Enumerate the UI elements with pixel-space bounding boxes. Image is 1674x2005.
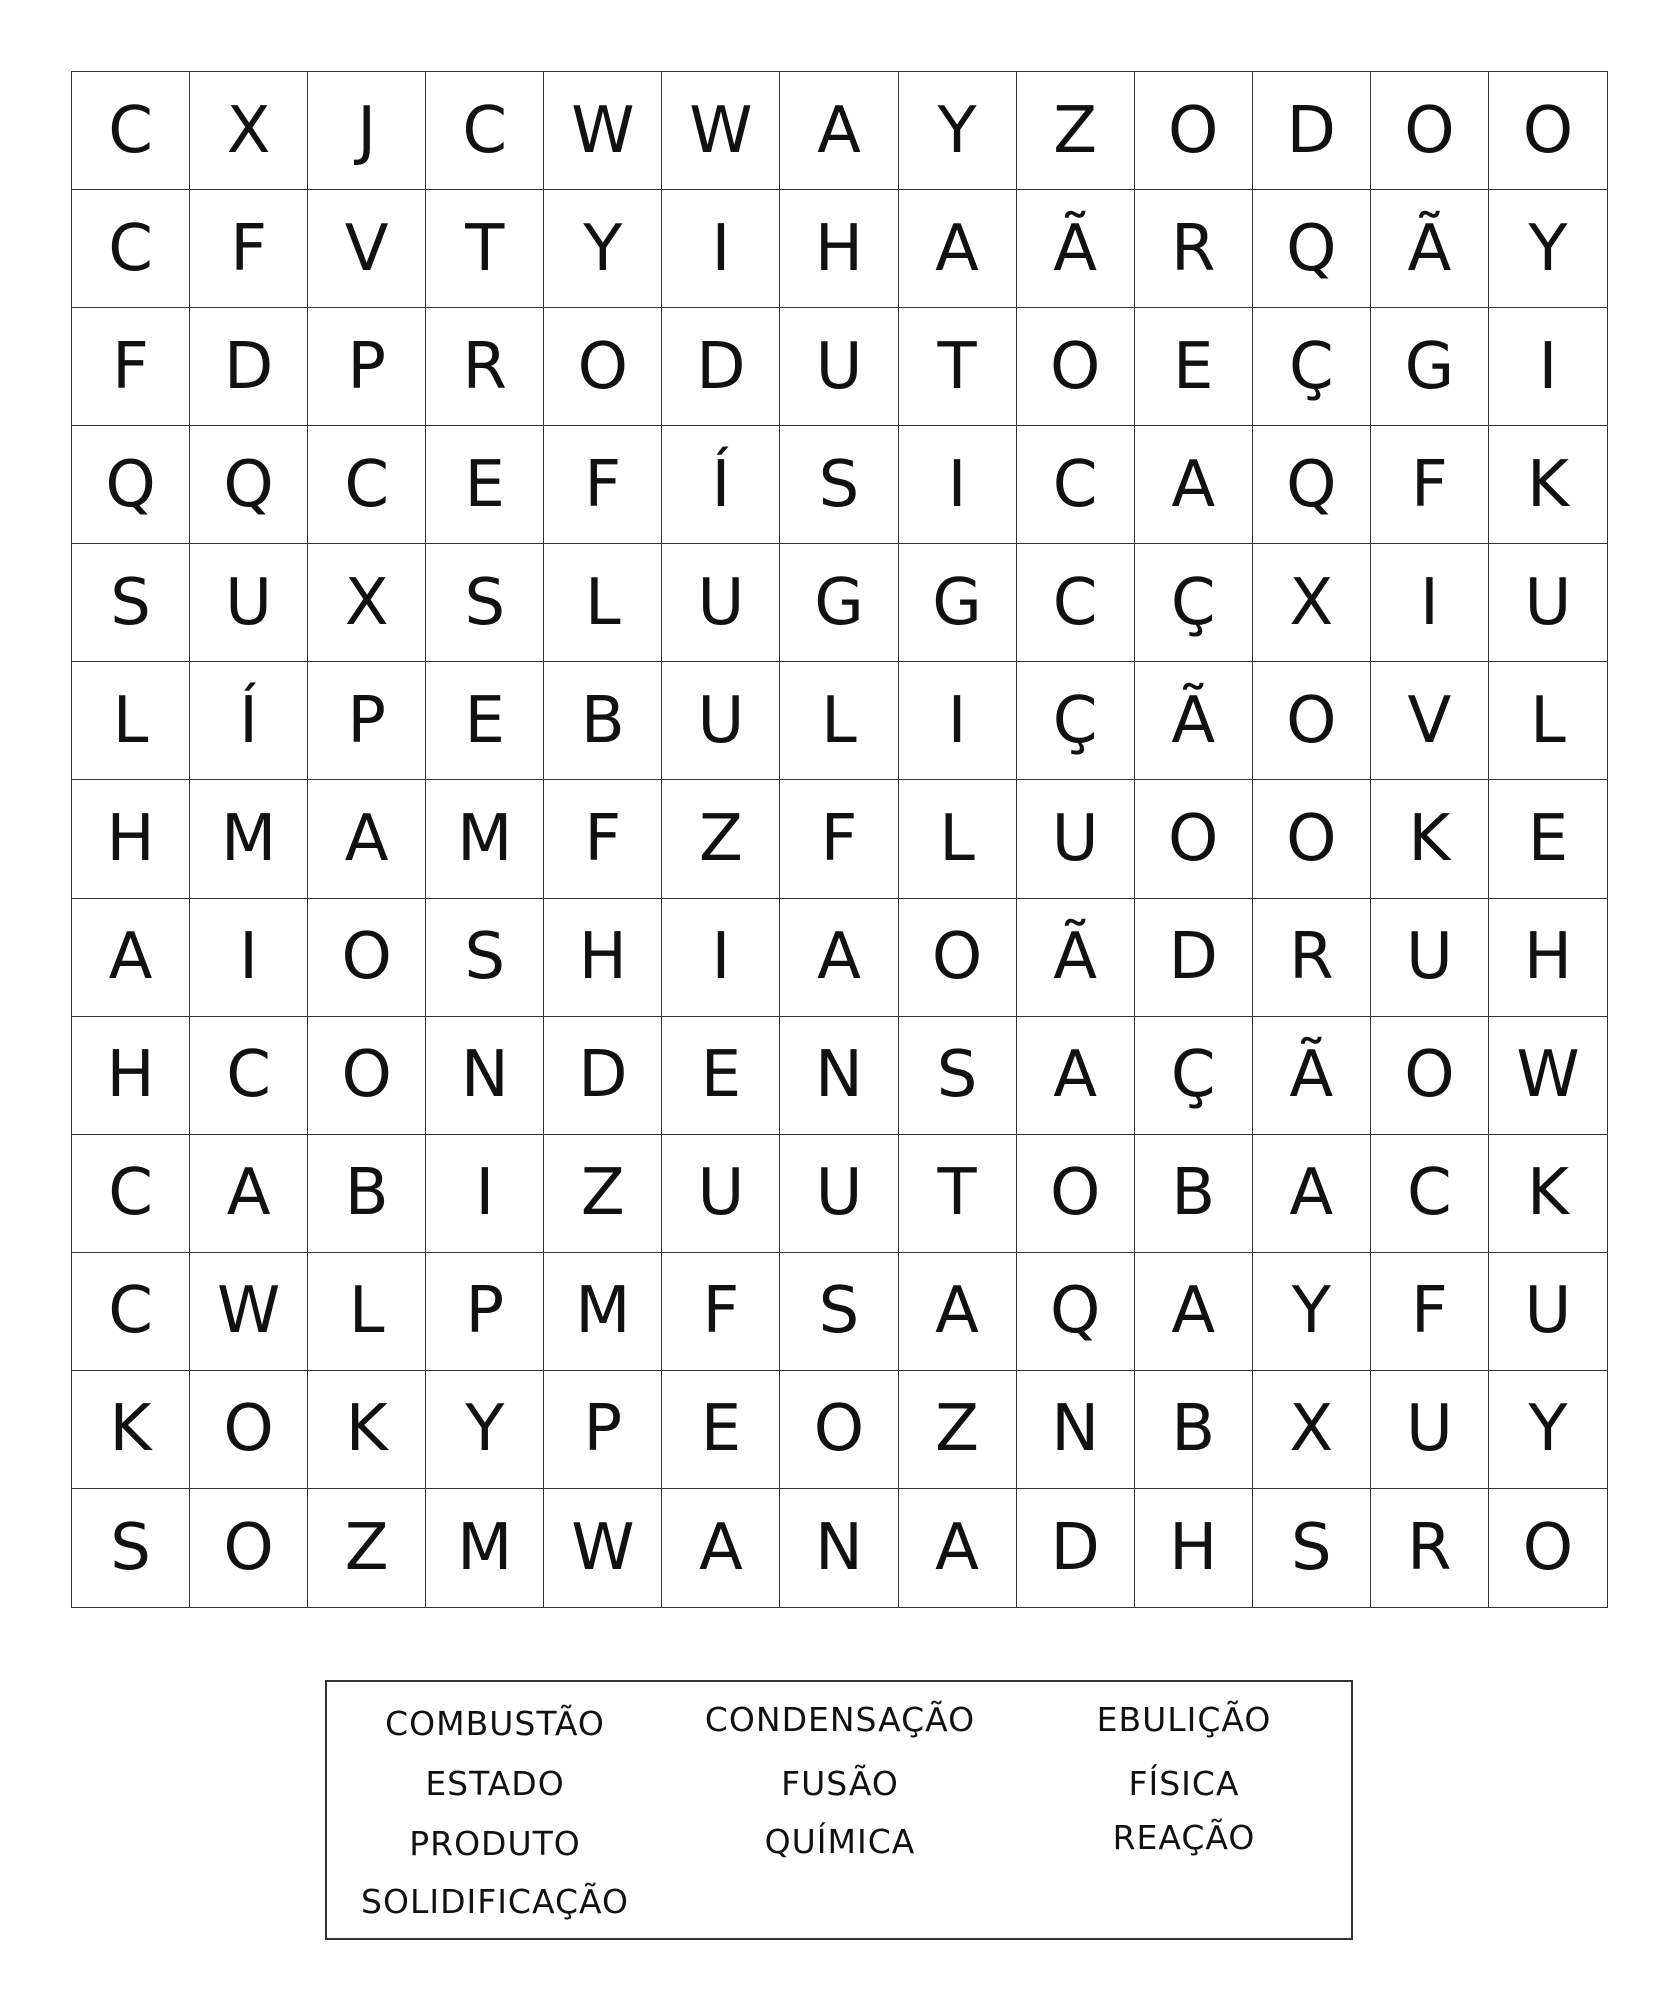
grid-cell[interactable]: Y (426, 1371, 544, 1489)
grid-cell[interactable]: Ç (1017, 662, 1135, 780)
word-list-item: COMBUSTÃO (385, 1704, 605, 1743)
grid-cell[interactable]: Q (190, 426, 308, 544)
grid-cell[interactable]: P (426, 1253, 544, 1371)
grid-cell[interactable]: G (780, 544, 898, 662)
grid-cell[interactable]: E (426, 426, 544, 544)
grid-cell[interactable]: I (190, 899, 308, 1017)
grid-cell[interactable]: D (190, 308, 308, 426)
grid-cell[interactable]: S (1253, 1489, 1371, 1607)
grid-cell[interactable]: Í (190, 662, 308, 780)
grid-cell[interactable]: Ã (1253, 1017, 1371, 1135)
grid-cell[interactable]: Y (544, 190, 662, 308)
grid-cell[interactable]: W (190, 1253, 308, 1371)
grid-cell[interactable]: C (426, 72, 544, 190)
grid-cell[interactable]: M (190, 780, 308, 898)
grid-cell[interactable]: C (1017, 544, 1135, 662)
grid-cell[interactable]: C (72, 1253, 190, 1371)
grid-cell[interactable]: Ã (1017, 899, 1135, 1017)
word-list-item: EBULIÇÃO (1096, 1700, 1272, 1739)
grid-cell[interactable]: H (72, 780, 190, 898)
grid-cell[interactable]: O (1135, 780, 1253, 898)
grid-cell[interactable]: A (662, 1489, 780, 1607)
grid-cell[interactable]: H (1489, 899, 1607, 1017)
grid-cell[interactable]: O (1522, 1510, 1574, 1585)
grid-cell[interactable]: B (1135, 1371, 1253, 1489)
grid-cell[interactable]: D (1135, 899, 1253, 1017)
grid-cell[interactable]: A (1135, 1253, 1253, 1371)
grid-cell[interactable]: G (899, 544, 1017, 662)
grid-cell[interactable]: F (662, 1253, 780, 1371)
grid-cell[interactable]: X (190, 72, 308, 190)
grid-cell[interactable]: Ç (1135, 544, 1253, 662)
grid-cell[interactable]: S (899, 1017, 1017, 1135)
grid-cell[interactable]: Y (899, 72, 1017, 190)
grid-cell[interactable]: C (72, 190, 190, 308)
grid-cell[interactable]: O (1253, 780, 1371, 898)
grid-cell[interactable]: F (72, 308, 190, 426)
grid-cell[interactable]: U (1371, 899, 1489, 1017)
grid-cell[interactable]: E (1489, 780, 1607, 898)
grid-cell[interactable]: P (544, 1371, 662, 1489)
grid-cell[interactable]: S (72, 544, 190, 662)
grid-cell[interactable]: Í (662, 426, 780, 544)
word-list-item: SOLIDIFICAÇÃO (361, 1882, 629, 1921)
grid-cell[interactable]: E (426, 662, 544, 780)
grid-cell[interactable]: F (780, 780, 898, 898)
grid-cell[interactable]: F (544, 426, 662, 544)
grid-cell[interactable]: O (899, 899, 1017, 1017)
grid-cell[interactable]: Q (1253, 426, 1371, 544)
grid-cell[interactable]: F (1371, 1253, 1489, 1371)
grid-cell[interactable]: O (1017, 1135, 1135, 1253)
grid-cell[interactable]: O (544, 308, 662, 426)
word-list-item: CONDENSAÇÃO (704, 1700, 976, 1739)
grid-cell[interactable]: C (72, 1135, 190, 1253)
grid-cell[interactable]: Q (1017, 1253, 1135, 1371)
grid-cell[interactable]: Z (662, 780, 780, 898)
grid-cell[interactable]: W (544, 72, 662, 190)
grid-cell[interactable]: O (190, 1371, 308, 1489)
grid-cell[interactable]: Ç (1135, 1017, 1253, 1135)
grid-cell[interactable]: F (1371, 426, 1489, 544)
grid-cell[interactable]: E (662, 1017, 780, 1135)
grid-cell[interactable]: A (1017, 1017, 1135, 1135)
grid-cell[interactable]: A (899, 190, 1017, 308)
grid-cell[interactable]: K (1489, 1135, 1607, 1253)
grid-cell[interactable]: A (1135, 426, 1253, 544)
grid-cell[interactable]: K (1489, 426, 1607, 544)
grid-cell[interactable]: K (72, 1371, 190, 1489)
grid-cell[interactable]: Ã (1135, 662, 1253, 780)
word-list-item: ESTADO (425, 1764, 565, 1803)
grid-cell[interactable]: O (308, 1017, 426, 1135)
grid-cell[interactable]: D (544, 1017, 662, 1135)
grid-cell[interactable]: J (308, 72, 426, 190)
grid-cell[interactable]: U (190, 544, 308, 662)
grid-cell[interactable]: W (544, 1489, 662, 1607)
grid-cell[interactable]: H (1135, 1489, 1253, 1607)
grid-cell[interactable]: W (1489, 1017, 1607, 1135)
grid-cell[interactable]: M (544, 1253, 662, 1371)
grid-cell[interactable]: M (426, 780, 544, 898)
grid-cell[interactable]: E (662, 1371, 780, 1489)
grid-cell[interactable]: L (308, 1253, 426, 1371)
grid-cell[interactable]: A (1253, 1135, 1371, 1253)
grid-cell[interactable]: U (662, 1135, 780, 1253)
grid-cell[interactable]: L (780, 662, 898, 780)
grid-cell[interactable]: Y (1489, 1371, 1607, 1489)
grid-cell[interactable]: O (1489, 72, 1607, 190)
grid-cell[interactable]: B (544, 662, 662, 780)
grid-cell[interactable]: O (190, 1489, 308, 1607)
word-list-item: QUÍMICA (764, 1822, 916, 1861)
grid-cell[interactable]: K (1371, 780, 1489, 898)
grid-cell[interactable]: Z (1017, 72, 1135, 190)
grid-cell[interactable]: U (1489, 1253, 1607, 1371)
grid-cell[interactable]: D (1017, 1489, 1135, 1607)
grid-cell[interactable]: I (899, 662, 1017, 780)
grid-cell[interactable]: C (308, 426, 426, 544)
grid-cell[interactable]: I (426, 1135, 544, 1253)
grid-cell[interactable]: O (1135, 72, 1253, 190)
grid-cell[interactable]: H (72, 1017, 190, 1135)
word-list-item: FUSÃO (781, 1764, 899, 1803)
grid-cell[interactable]: M (426, 1489, 544, 1607)
word-list-item: PRODUTO (409, 1824, 581, 1863)
grid-cell[interactable]: D (1253, 72, 1371, 190)
grid-cell[interactable]: I (662, 899, 780, 1017)
grid-cell[interactable]: X (1253, 544, 1371, 662)
grid-cell[interactable]: S (72, 1489, 190, 1607)
grid-cell[interactable]: T (899, 1135, 1017, 1253)
grid-cell[interactable]: S (426, 899, 544, 1017)
grid-cell[interactable]: Q (1253, 190, 1371, 308)
grid-cell[interactable]: L (1489, 662, 1607, 780)
grid-cell[interactable]: Ç (1253, 308, 1371, 426)
grid-cell[interactable]: W (662, 72, 780, 190)
grid-cell[interactable]: N (780, 1489, 898, 1607)
grid-cell[interactable]: S (426, 544, 544, 662)
grid-cell[interactable]: L (72, 662, 190, 780)
grid-cell[interactable]: R (1371, 1489, 1489, 1607)
grid-cell[interactable]: V (1371, 662, 1489, 780)
grid-cell[interactable]: Y (1253, 1253, 1371, 1371)
grid-cell[interactable]: A (780, 72, 898, 190)
grid-cell[interactable]: X (308, 544, 426, 662)
grid-cell[interactable]: C (1371, 1135, 1489, 1253)
grid-cell[interactable]: N (426, 1017, 544, 1135)
grid-cell[interactable]: H (544, 899, 662, 1017)
grid-cell[interactable]: Ã (1371, 190, 1489, 308)
grid-cell[interactable]: I (662, 190, 780, 308)
grid-cell[interactable]: O (1253, 662, 1371, 780)
grid-cell[interactable]: K (308, 1371, 426, 1489)
word-list-item: FÍSICA (1128, 1764, 1240, 1803)
grid-cell[interactable]: B (1135, 1135, 1253, 1253)
grid-cell[interactable]: V (308, 190, 426, 308)
grid-cell[interactable]: U (1489, 544, 1607, 662)
grid-cell[interactable]: O (780, 1371, 898, 1489)
grid-cell[interactable]: A (780, 899, 898, 1017)
grid-cell[interactable]: I (899, 426, 1017, 544)
grid-cell[interactable]: Z (544, 1135, 662, 1253)
grid-cell[interactable]: Z (899, 1371, 1017, 1489)
grid-cell[interactable]: C (72, 72, 190, 190)
grid-cell[interactable]: U (1017, 780, 1135, 898)
grid-cell[interactable]: S (780, 426, 898, 544)
grid-cell[interactable]: Q (72, 426, 190, 544)
grid-cell[interactable]: Z (308, 1489, 426, 1607)
grid-cell[interactable]: E (1135, 308, 1253, 426)
grid-cell[interactable]: R (426, 308, 544, 426)
grid-cell[interactable]: C (1017, 426, 1135, 544)
word-list-box (325, 1680, 1353, 1940)
grid-cell[interactable]: O (1371, 72, 1489, 190)
grid-cell[interactable]: R (1253, 899, 1371, 1017)
grid-cell[interactable]: N (1017, 1371, 1135, 1489)
grid-cell[interactable]: R (1135, 190, 1253, 308)
grid-cell[interactable]: X (1253, 1371, 1371, 1489)
grid-cell[interactable]: A (190, 1135, 308, 1253)
grid-cell[interactable]: A (899, 1489, 1017, 1607)
grid-cell[interactable]: U (662, 662, 780, 780)
grid-cell[interactable]: O (1371, 1017, 1489, 1135)
word-list-item: REAÇÃO (1112, 1818, 1256, 1857)
grid-cell[interactable]: T (426, 190, 544, 308)
grid-cell[interactable]: O (308, 899, 426, 1017)
grid-cell[interactable]: F (544, 780, 662, 898)
grid-cell[interactable]: F (190, 190, 308, 308)
grid-cell[interactable]: I (1489, 308, 1607, 426)
grid-cell[interactable]: N (780, 1017, 898, 1135)
grid-cell[interactable]: P (308, 662, 426, 780)
grid-cell[interactable]: A (308, 780, 426, 898)
grid-cell[interactable]: O (1017, 308, 1135, 426)
grid-cell[interactable]: A (899, 1253, 1017, 1371)
grid-cell[interactable]: T (899, 308, 1017, 426)
grid-cell[interactable]: C (190, 1017, 308, 1135)
grid-cell[interactable]: L (544, 544, 662, 662)
grid-cell[interactable]: B (308, 1135, 426, 1253)
grid-cell[interactable]: H (780, 190, 898, 308)
grid-cell[interactable]: U (1371, 1371, 1489, 1489)
grid-cell[interactable]: P (308, 308, 426, 426)
grid-cell[interactable]: U (780, 1135, 898, 1253)
grid-cell[interactable]: Ã (1017, 190, 1135, 308)
grid-cell[interactable]: G (1371, 308, 1489, 426)
word-search-grid (71, 71, 1608, 1608)
grid-cell[interactable]: A (72, 899, 190, 1017)
grid-cell[interactable]: I (1371, 544, 1489, 662)
grid-cell[interactable]: U (662, 544, 780, 662)
grid-cell[interactable]: D (662, 308, 780, 426)
grid-cell[interactable]: S (780, 1253, 898, 1371)
grid-cell[interactable]: Y (1489, 190, 1607, 308)
grid-cell[interactable]: U (780, 308, 898, 426)
grid-cell[interactable]: L (899, 780, 1017, 898)
